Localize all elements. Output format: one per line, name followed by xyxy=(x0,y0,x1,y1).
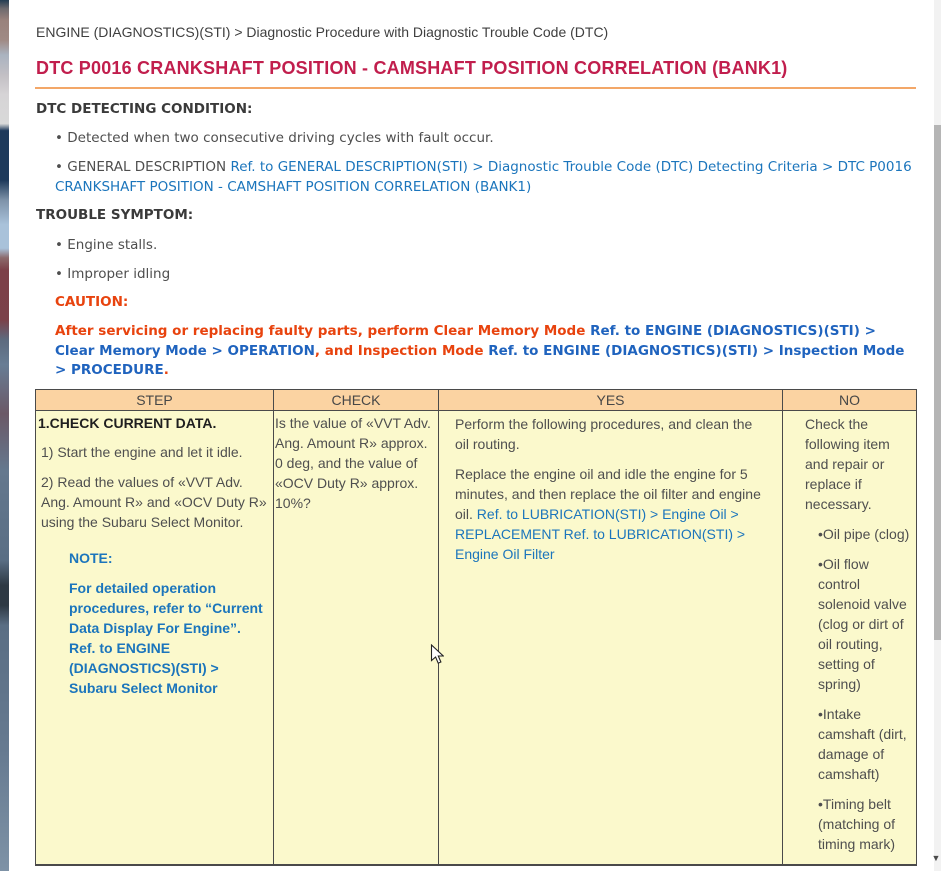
caution-text-1: After servicing or replacing faulty parts, perform Clear Memory Mode xyxy=(55,323,591,339)
trouble-symptom-item: • Improper idling xyxy=(55,265,915,285)
yes-cell xyxy=(439,411,783,866)
caution-text-3: . xyxy=(163,362,169,378)
general-description-bullet xyxy=(55,158,913,197)
step-title: 1.CHECK CURRENT DATA. xyxy=(38,415,217,431)
title-divider xyxy=(35,87,916,89)
dtc-detecting-condition-heading: DTC DETECTING CONDITION: xyxy=(36,101,253,117)
yes-instruction-text: Replace the engine oil and idle the engine for 5 minutes, and then replace the oil filter and engine oil. xyxy=(455,466,761,522)
yes-paragraph-1: Perform the following procedures, and clean the oil routing. xyxy=(455,416,753,452)
scroll-down-arrow-icon[interactable]: ▼ xyxy=(931,853,941,863)
general-description-label: GENERAL DESCRIPTION xyxy=(67,159,231,175)
no-cell xyxy=(783,411,917,866)
vertical-scrollbar-thumb[interactable] xyxy=(934,125,941,640)
no-intro: Check the following item and repair or replace if necessary. xyxy=(805,416,890,512)
detecting-condition-bullet: • Detected when two consecutive driving cycles with fault occur. xyxy=(55,129,915,149)
clear-memory-mode-link[interactable]: Ref. to ENGINE (DIAGNOSTICS)(STI) > Clear Memory Mode > OPERATION xyxy=(55,323,876,359)
caution-paragraph xyxy=(55,322,915,381)
inspection-mode-link[interactable]: Ref. to ENGINE (DIAGNOSTICS)(STI) > Inspection Mode > PROCEDURE xyxy=(55,342,905,378)
column-header-check: CHECK xyxy=(274,390,439,411)
column-header-no: NO xyxy=(783,390,917,411)
diagnostic-procedure-table xyxy=(35,389,917,866)
page-title: DTC P0016 CRANKSHAFT POSITION - CAMSHAFT POSITION CORRELATION (BANK1) xyxy=(36,58,788,78)
column-header-yes: YES xyxy=(439,390,783,411)
no-check-items xyxy=(805,524,913,854)
page-edge-image-strip xyxy=(0,0,9,871)
breadcrumb: ENGINE (DIAGNOSTICS)(STI) > Diagnostic Procedure with Diagnostic Trouble Code (DTC) xyxy=(36,24,609,40)
trouble-symptom-list xyxy=(55,236,915,294)
no-check-item: • Intake camshaft (dirt, damage of camshaft) xyxy=(818,704,913,784)
column-header-step: STEP xyxy=(36,390,274,411)
subaru-select-monitor-link[interactable]: For detailed operation procedures, refer to “Current Data Display For Engine”. Ref. to ENGINE (DIAGNOSTICS)(STI) > Subaru Select Monitor xyxy=(69,580,263,696)
no-check-item: • Oil flow control solenoid valve (clog or dirt of oil routing, setting of spring) xyxy=(818,554,913,694)
table-row xyxy=(36,411,917,866)
trouble-symptom-heading: TROUBLE SYMPTOM: xyxy=(36,207,194,223)
step-instruction-1: 1) Start the engine and let it idle. xyxy=(41,444,243,460)
engine-oil-filter-link[interactable]: Ref. to LUBRICATION(STI) > Engine Oil Filter xyxy=(455,526,746,562)
check-cell: Is the value of «VVT Adv. Ang. Amount R» approx. 0 deg, and the value of «OCV Duty R» approx. 10%? xyxy=(274,411,439,866)
note-label: NOTE: xyxy=(69,550,113,566)
yes-paragraph-2 xyxy=(455,464,770,564)
note-block xyxy=(69,548,270,698)
step-cell xyxy=(36,411,274,866)
table-header-row xyxy=(36,390,917,411)
no-check-item: • Timing belt (matching of timing mark) xyxy=(818,794,913,854)
engine-oil-replacement-link[interactable]: Ref. to LUBRICATION(STI) > Engine Oil > REPLACEMENT xyxy=(455,506,739,542)
trouble-symptom-item: • Engine stalls. xyxy=(55,236,915,256)
general-description-link[interactable]: Ref. to GENERAL DESCRIPTION(STI) > Diagnostic Trouble Code (DTC) Detecting Criteria > DTC P0016 CRANKSHAFT POSITION - CAMSHAFT POSITION CORRELATION (BANK1) xyxy=(55,159,912,195)
caution-text-2: , and Inspection Mode xyxy=(314,342,489,359)
no-check-item: • Oil pipe (clog) xyxy=(818,524,913,544)
caution-heading: CAUTION: xyxy=(55,294,129,310)
step-instruction-2: 2) Read the values of «VVT Adv. Ang. Amount R» and «OCV Duty R» using the Subaru Select Monitor. xyxy=(41,474,267,530)
